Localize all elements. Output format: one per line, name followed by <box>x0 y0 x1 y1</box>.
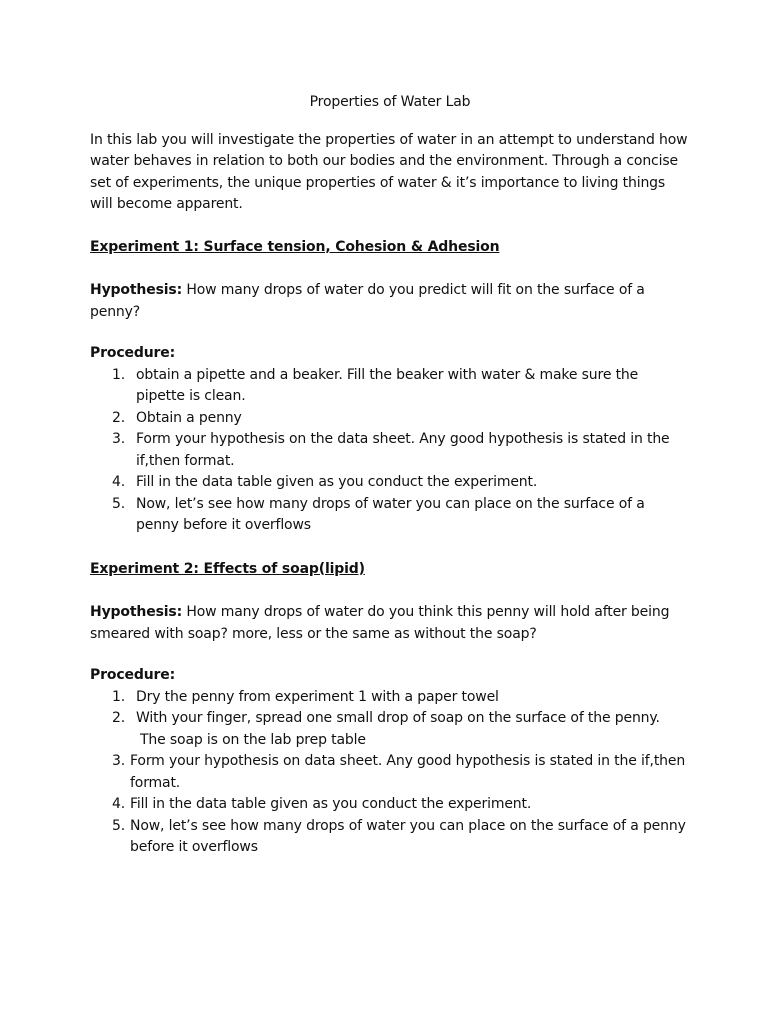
experiment-1-heading: Experiment 1: Surface tension, Cohesion & Adhesion <box>90 238 500 255</box>
step-number: 3. <box>112 753 126 769</box>
list-item <box>90 494 690 537</box>
step-text: Fill in the data table given as you conduct the experiment. <box>130 796 532 812</box>
list-item <box>90 708 690 751</box>
step-number: 5. <box>112 817 126 834</box>
hypothesis-label: Hypothesis: <box>90 282 183 298</box>
step-text: Now, let’s see how many drops of water you can place on the surface of a penny before it overflows <box>136 495 645 533</box>
procedure-label: Procedure: <box>90 345 176 361</box>
step-text: Form your hypothesis on the data sheet. Any good hypothesis is stated in the if,then format. <box>136 431 670 469</box>
experiment-2-section <box>90 559 690 859</box>
step-text: Now, let’s see how many drops of water you can place on the surface of a penny before it overflows <box>130 817 686 855</box>
experiment-2-procedure-list <box>90 687 690 859</box>
experiment-1-procedure-list <box>90 365 690 537</box>
procedure-label: Procedure: <box>90 667 176 683</box>
step-number: 2. <box>112 710 126 726</box>
list-item <box>90 365 690 408</box>
step-number: 2. <box>112 409 126 426</box>
step-text: Dry the penny from experiment 1 with a paper towel <box>136 688 499 705</box>
list-item <box>90 429 690 472</box>
intro-paragraph: In this lab you will investigate the properties of water in an attempt to understand how water behaves in relation to both our bodies and the environment. Through a concise set of experiments, the unique properties of water & it’s importance to living things will become apparent. <box>90 131 688 212</box>
list-item <box>90 816 690 859</box>
list-item <box>90 751 690 794</box>
experiment-2-hypothesis <box>90 602 690 645</box>
step-text: Fill in the data table given as you conduct the experiment. <box>136 474 538 490</box>
step-number: 3. <box>112 431 126 447</box>
step-continuation: The soap is on the lab prep table <box>140 731 366 748</box>
list-item <box>90 408 690 430</box>
experiment-1-hypothesis <box>90 280 690 323</box>
step-text: With your finger, spread one small drop of soap on the surface of the penny. <box>136 710 660 726</box>
step-text: obtain a pipette and a beaker. Fill the beaker with water & make sure the pipette is clean. <box>136 366 639 404</box>
document-page <box>90 92 690 859</box>
hypothesis-text: How many drops of water do you think this penny will hold after being smeared with soap? more, less or the same as without the soap? <box>90 604 670 642</box>
step-number: 1. <box>112 688 126 705</box>
list-item <box>90 794 690 816</box>
list-item <box>90 472 690 494</box>
step-text: Form your hypothesis on data sheet. Any good hypothesis is stated in the if,then format. <box>130 753 686 791</box>
experiment-1-section <box>90 237 690 537</box>
experiment-2-heading: Experiment 2: Effects of soap(lipid) <box>90 560 365 577</box>
step-number: 4. <box>112 474 126 490</box>
section-spacer <box>90 537 690 559</box>
hypothesis-label: Hypothesis: <box>90 604 183 620</box>
document-title: Properties of Water Lab <box>309 94 471 110</box>
step-text: Obtain a penny <box>136 409 242 426</box>
step-number: 1. <box>112 366 126 383</box>
step-number: 5. <box>112 495 126 512</box>
hypothesis-text: How many drops of water do you predict will fit on the surface of a penny? <box>90 282 645 320</box>
list-item <box>90 687 690 709</box>
step-number: 4. <box>112 796 126 812</box>
